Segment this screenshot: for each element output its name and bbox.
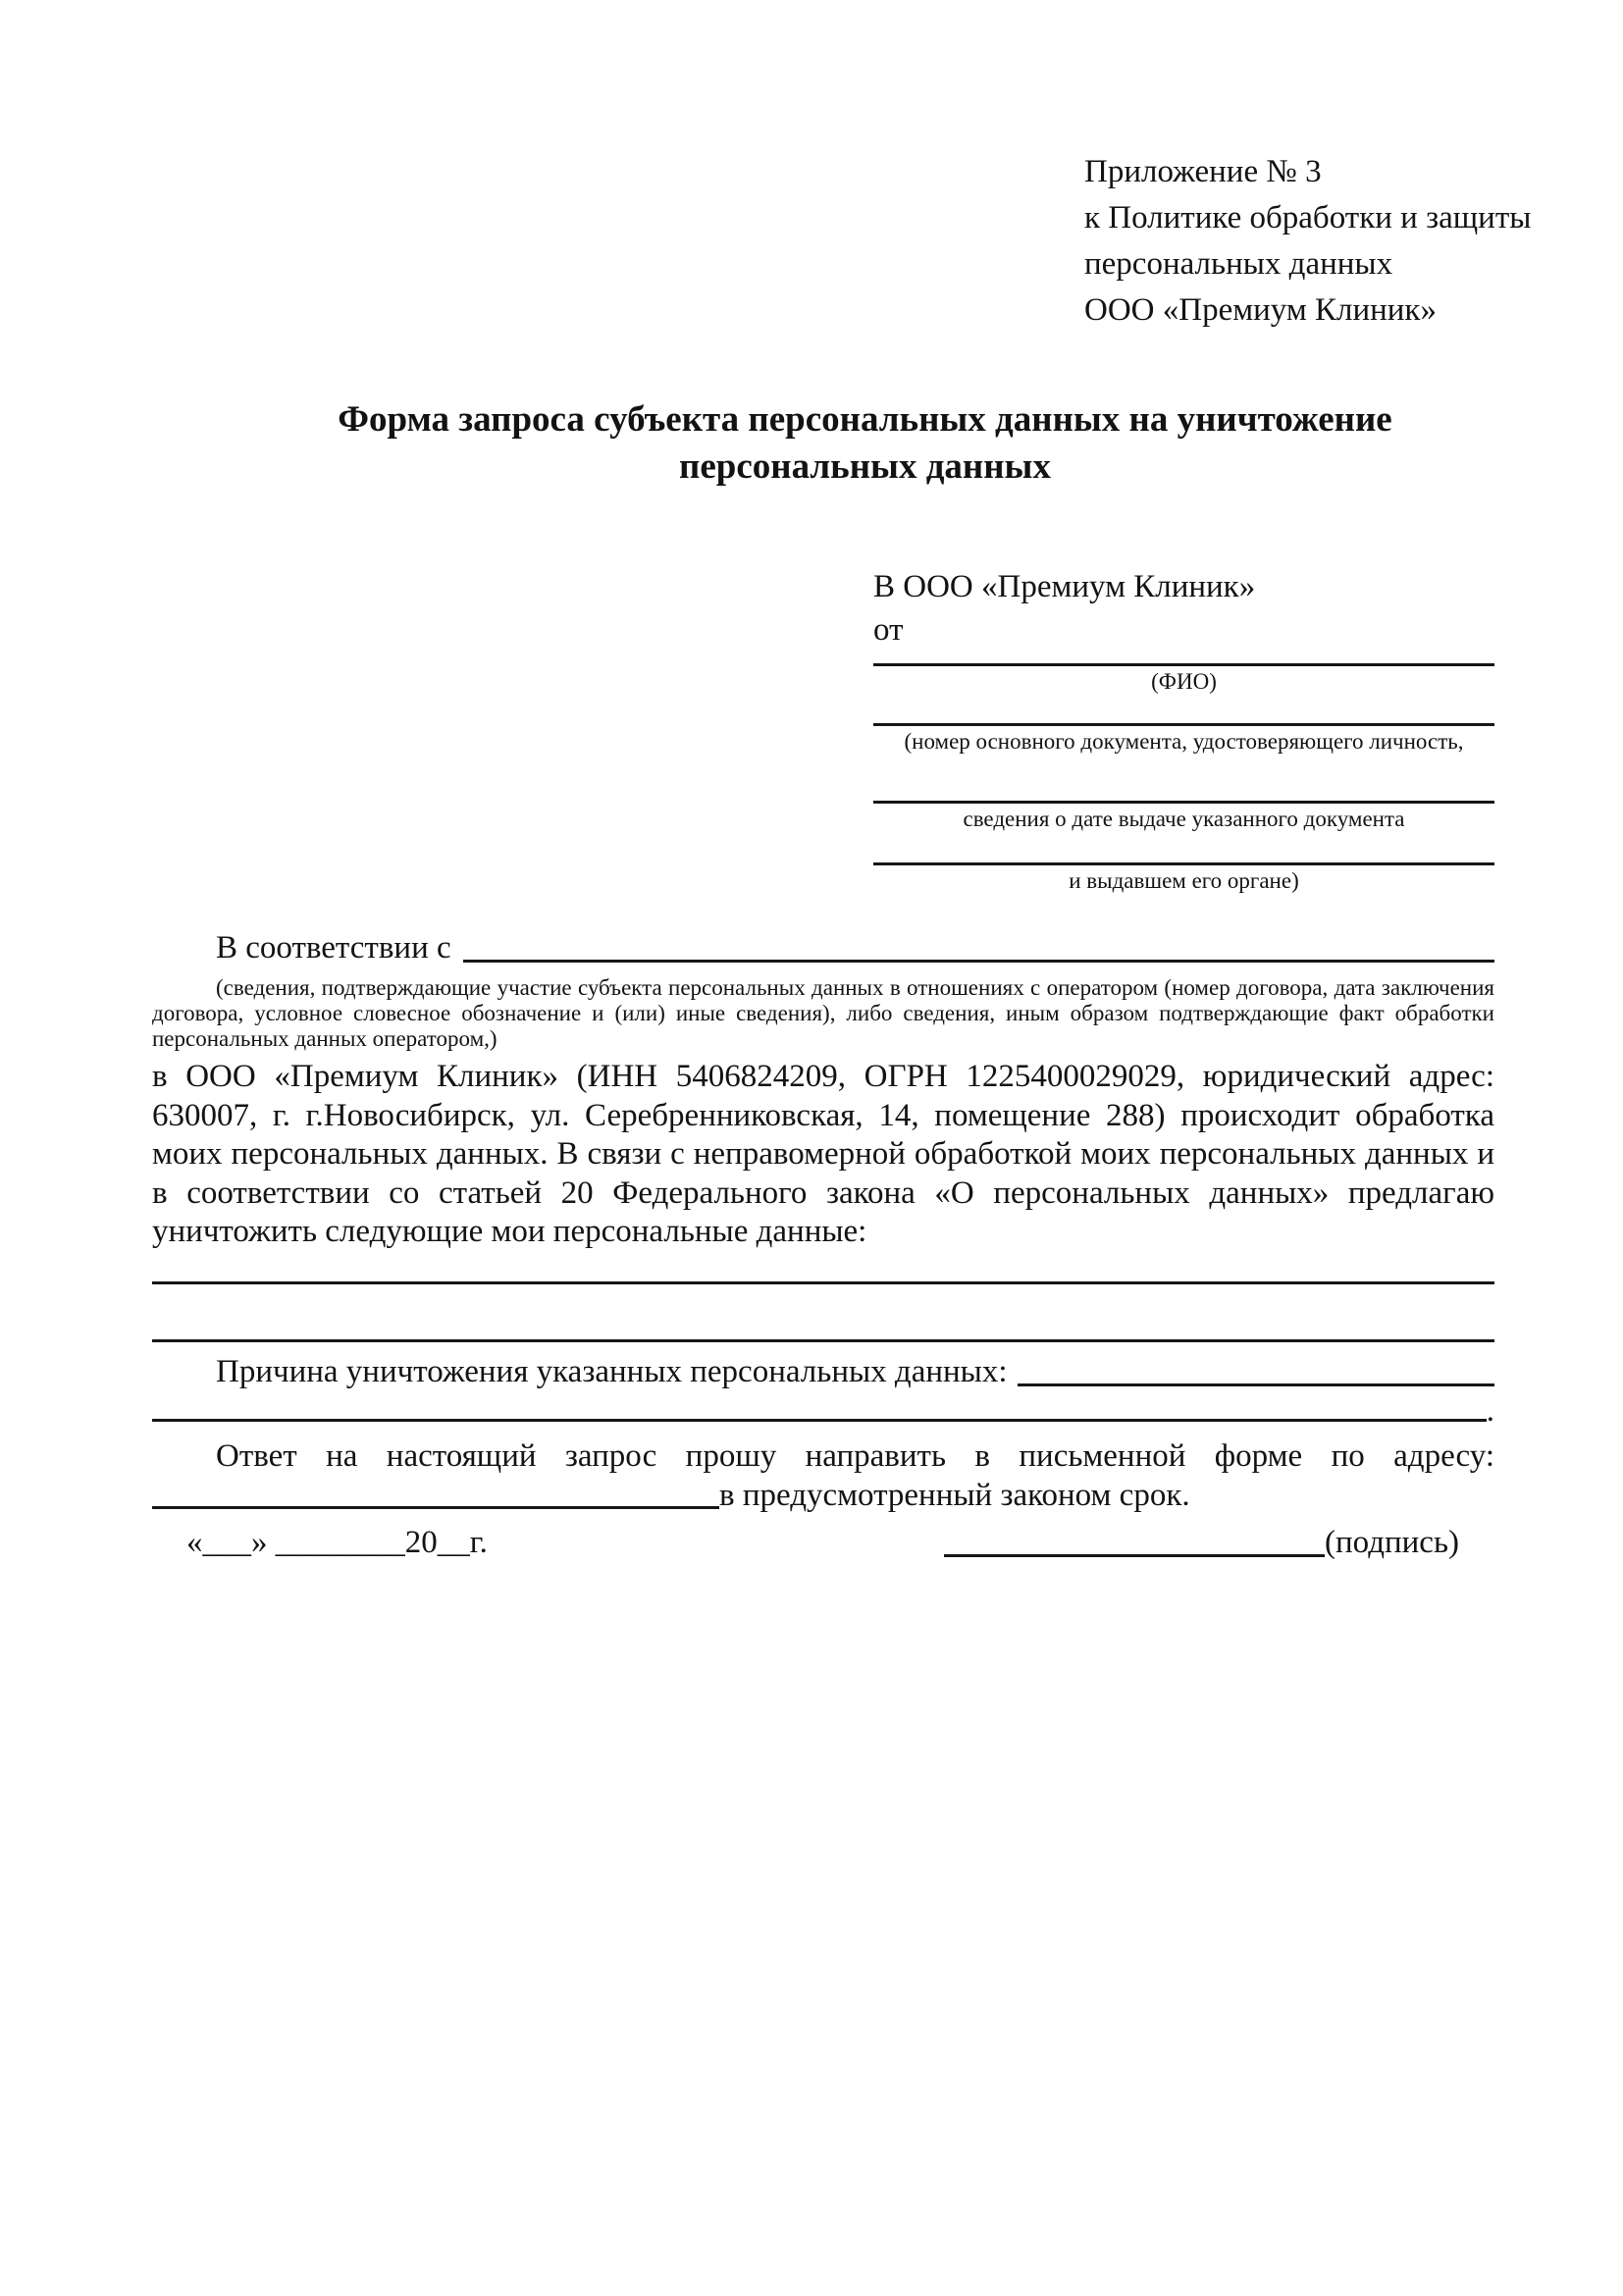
- appendix-header-line: к Политике обработки и защиты: [1084, 200, 1532, 235]
- response-request-line: Ответ на настоящий запрос прошу направить в письменной форме по адресу:: [216, 1437, 1494, 1474]
- identity-document-caption: (номер основного документа, удостоверяющего личность,: [904, 729, 1464, 754]
- blank-line: [152, 1284, 1494, 1342]
- reason-label: Причина уничтожения указанных персональных данных:: [216, 1353, 1008, 1389]
- issuing-authority-field-line: [873, 833, 1494, 865]
- blank-line: [152, 1252, 1494, 1284]
- footer-row: [152, 1521, 1494, 1564]
- issue-date-caption: сведения о дате выдаче указанного документа: [963, 807, 1405, 831]
- document-title: Форма запроса субъекта персональных данных на уничтожение персональных данных: [338, 399, 1392, 487]
- reason-row: [152, 1344, 1494, 1393]
- addressee-block: [873, 565, 1494, 895]
- accordance-blank-line: [463, 926, 1494, 963]
- response-tail-text: в предусмотренный законом срок.: [719, 1477, 1190, 1513]
- response-address-row: [152, 1476, 1494, 1515]
- fio-caption: (ФИО): [1151, 669, 1217, 694]
- appendix-header-line: Приложение № 3: [1084, 154, 1322, 189]
- appendix-header: [1084, 149, 1545, 334]
- appendix-header-line: персональных данных: [1084, 246, 1393, 282]
- identity-document-field-line: [873, 696, 1494, 726]
- fio-field-line: [873, 652, 1494, 666]
- accordance-label: В соответствии с: [216, 930, 451, 965]
- signature-caption: (подпись): [1325, 1525, 1459, 1560]
- address-blank-line: [152, 1476, 719, 1509]
- signature-line: [944, 1521, 1325, 1557]
- accordance-row: [152, 926, 1494, 969]
- reason-overflow-blank-line: [152, 1393, 1487, 1422]
- signature-group: [944, 1521, 1459, 1564]
- period: .: [1486, 1392, 1494, 1429]
- reason-overflow-row: [152, 1393, 1494, 1429]
- issuing-authority-caption: и выдавшем его органе): [1069, 868, 1299, 893]
- body-block: [152, 926, 1494, 1515]
- issue-date-field-line: [873, 756, 1494, 804]
- date-blank: «___» ________20__г.: [186, 1525, 488, 1560]
- addressee-from-label: от: [873, 612, 904, 648]
- appendix-header-line: ООО «Премиум Клиник»: [1084, 292, 1437, 328]
- addressee-to: В ООО «Премиум Клиник»: [873, 569, 1256, 604]
- main-paragraph: в ООО «Премиум Клиник» (ИНН 5406824209, ОГРН 1225400029029, юридический адрес: 630007, г. г.Новосибирск, ул. Серебренниковская, 14, помещение 288) происходит обработка моих персональных данных. В связи с неправомерной обработкой моих персональных данных и в соответствии со статьей 20 Федерального закона «О персональных данных» предлагаю уничтожить следующие мои персональные данные:: [152, 1059, 1494, 1249]
- fine-print-note: (сведения, подтверждающие участие субъекта персональных данных в отношениях с оператором (номер договора, дата заключения договора, условное словесное обозначение и (или) иные сведения), либо сведения, иным образом подтверждающие факт обработки персональных данных оператором,): [152, 975, 1494, 1051]
- reason-blank-line: [1018, 1344, 1494, 1386]
